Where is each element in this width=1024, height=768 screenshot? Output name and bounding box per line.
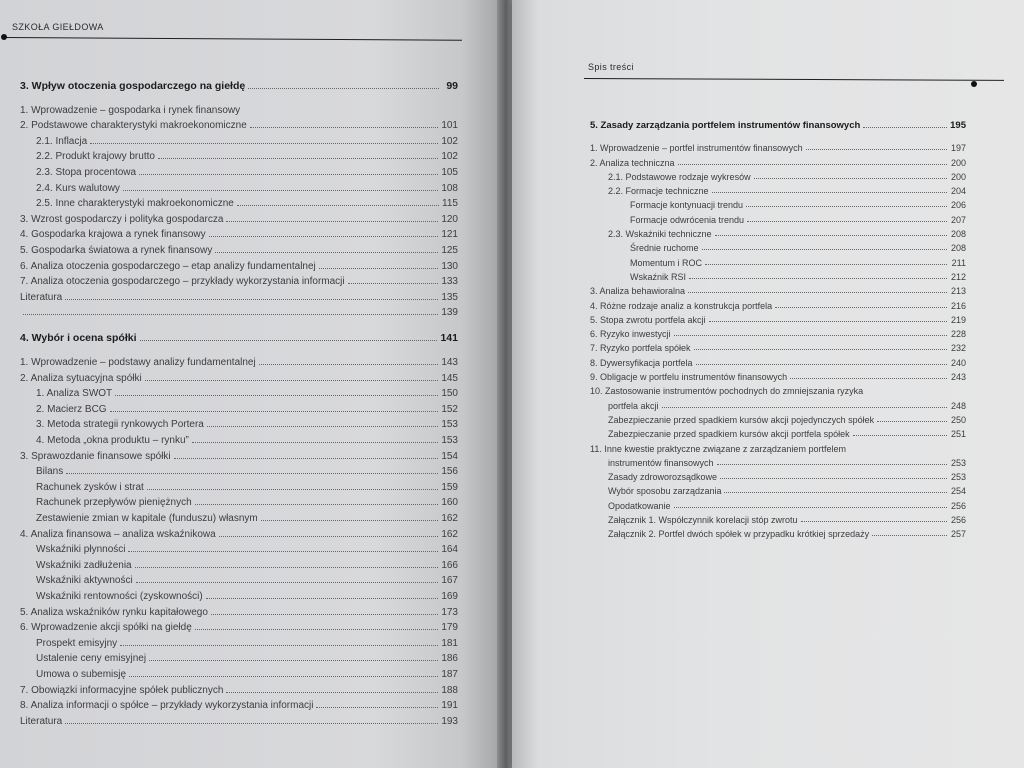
toc-page-number: 166: [441, 559, 458, 571]
toc-page-number: 156: [441, 466, 458, 478]
toc-page-number: 204: [950, 186, 966, 197]
dot-leader: [139, 174, 438, 175]
toc-entry-title: 6. Ryzyko inwestycji: [590, 329, 671, 340]
toc-entry: [590, 239, 966, 253]
toc-page-number: 200: [950, 171, 966, 182]
toc-page-number: 120: [441, 213, 458, 225]
dot-leader: [115, 395, 438, 396]
toc-entry: [20, 415, 458, 431]
toc-page-number: 206: [950, 200, 966, 211]
toc-entry-title: 8. Analiza informacji o spółce – przykłady wykorzystania informacji: [20, 700, 314, 712]
toc-entry: [20, 602, 458, 618]
toc-entry: [20, 256, 458, 272]
dot-leader: [877, 421, 947, 422]
toc-entry-title: Zasady zdroworozsądkowe: [608, 472, 718, 483]
toc-entry-title: 2.2. Formacje techniczne: [608, 186, 709, 197]
toc-entry-title: 2. Analiza techniczna: [590, 157, 675, 168]
toc-entry: [20, 272, 458, 288]
toc-entry-title: 1. Wprowadzenie – portfel instrumentów finansowych: [590, 143, 803, 154]
dot-leader: [775, 307, 947, 308]
dot-leader: [259, 364, 439, 365]
toc-entry: [590, 468, 966, 482]
toc-entry: [20, 446, 458, 462]
dot-leader: [261, 520, 439, 521]
toc-entry-title: 3. Wzrost gospodarczy i polityka gospodarcza: [20, 213, 224, 225]
dot-leader: [724, 492, 947, 493]
toc-entry: [20, 524, 458, 540]
toc-entry-title: 2.2. Produkt krajowy brutto: [36, 151, 155, 163]
toc-entry-title: Rachunek przepływów pieniężnych: [36, 497, 192, 509]
toc-entry: [20, 586, 458, 602]
toc-entry: [590, 182, 966, 196]
dot-leader: [206, 598, 439, 599]
toc-entry-title: 3. Metoda strategii rynkowych Portera: [36, 419, 204, 431]
toc-entry-title: 1. Wprowadzenie – gospodarka i rynek finansowy: [20, 104, 241, 116]
toc-page-number: 179: [441, 622, 458, 634]
toc-page-number: 162: [441, 528, 458, 540]
toc-entry: [590, 425, 966, 439]
toc-entry-title: 4. Wybór i ocena spółki: [20, 331, 137, 344]
toc-entry: [20, 178, 458, 194]
toc-entry: [20, 477, 458, 493]
toc-page-number: 208: [950, 243, 966, 254]
dot-leader: [790, 378, 947, 379]
toc-page-number: 212: [950, 271, 966, 282]
dot-leader: [702, 249, 947, 250]
toc-page-number: 153: [441, 434, 458, 446]
dot-leader: [136, 582, 439, 583]
toc-entry-title: instrumentów finansowych: [608, 457, 714, 468]
dot-leader: [120, 645, 438, 646]
dot-leader: [746, 206, 947, 207]
dot-leader: [662, 407, 947, 408]
toc-entry-title: 4. Różne rodzaje analiz a konstrukcja portfela: [590, 300, 773, 311]
toc-page-number: 191: [441, 700, 458, 712]
dot-leader: [709, 321, 947, 322]
toc-entry: [20, 131, 458, 147]
toc-page-number: 211: [951, 257, 966, 268]
dot-leader: [23, 314, 438, 315]
toc-entry-title: Umowa o subemisję: [36, 668, 127, 680]
dot-leader: [226, 221, 438, 222]
dot-leader: [66, 473, 438, 474]
toc-entry: [20, 555, 458, 571]
toc-page-number: 208: [950, 229, 966, 240]
toc-page-number: 240: [950, 357, 966, 368]
toc-entry: [590, 497, 966, 511]
dot-leader: [678, 164, 947, 165]
toc-entry-title: 5. Gospodarka światowa a rynek finansowy: [20, 244, 213, 256]
left-page: [0, 0, 498, 768]
toc-entry-title: Formacje kontynuacji trendu: [630, 200, 744, 211]
dot-leader: [65, 723, 438, 724]
toc-entry: [590, 296, 966, 310]
toc-page-number: 216: [950, 300, 966, 311]
toc-entry: [20, 384, 458, 400]
toc-entry-title: Rachunek zysków i strat: [36, 481, 144, 493]
toc-page-number: 162: [441, 512, 458, 524]
dot-leader: [250, 127, 439, 128]
dot-leader: [65, 299, 438, 300]
dot-leader: [195, 504, 439, 505]
toc-entry: [20, 462, 458, 478]
dot-leader: [872, 535, 947, 536]
toc-page-number: 154: [441, 450, 458, 462]
toc-entry: [590, 325, 966, 339]
toc-entry-title: Literatura: [20, 291, 63, 303]
dot-leader: [174, 458, 439, 459]
toc-entry: [20, 711, 458, 727]
toc-page-number: 228: [950, 329, 966, 340]
dot-leader: [192, 442, 438, 443]
toc-entry-title: Prospekt emisyjny: [36, 637, 118, 649]
header-rule-left: [4, 37, 462, 41]
dot-leader: [715, 235, 947, 236]
dot-leader: [717, 464, 947, 465]
dot-leader: [720, 478, 947, 479]
dot-leader: [145, 380, 439, 381]
toc-entry: [20, 287, 458, 303]
toc-page-number: 164: [441, 544, 458, 556]
toc-entry-title: 3. Wpływ otoczenia gospodarczego na giełdę: [20, 79, 246, 92]
toc-page-number: 253: [950, 472, 966, 483]
toc-entry: [590, 139, 966, 153]
toc-page-number: 153: [441, 419, 458, 431]
dot-leader: [158, 158, 438, 159]
dot-leader: [689, 278, 947, 279]
toc-entry: [590, 282, 966, 296]
toc-entry: [590, 482, 966, 496]
toc-entry: [20, 162, 458, 178]
toc-entry: [590, 311, 966, 325]
toc-entry-title: Załącznik 1. Współczynnik korelacji stóp zwrotu: [608, 515, 798, 526]
dot-leader: [128, 551, 438, 552]
toc-entry: [590, 396, 966, 410]
right-page: [512, 0, 1024, 768]
dot-leader: [140, 340, 438, 341]
dot-leader: [319, 268, 439, 269]
toc-chapter: [20, 76, 458, 92]
toc-entry-title: 7. Ryzyko portfela spółek: [590, 343, 691, 354]
toc-page-number: 115: [442, 198, 458, 210]
toc-page-number: 181: [441, 637, 458, 649]
toc-page-number: 160: [441, 497, 458, 509]
toc-page-number: 169: [441, 590, 458, 602]
toc-page-number: 173: [441, 606, 458, 618]
toc-entry-title: 5. Analiza wskaźników rynku kapitałowego: [20, 606, 208, 618]
toc-page-number: 188: [441, 684, 458, 696]
dot-leader: [316, 707, 438, 708]
toc-page-number: 99: [446, 79, 458, 92]
toc-entry-title: 8. Dywersyfikacja portfela: [590, 357, 693, 368]
toc-entry-title: 4. Metoda „okna produktu – rynku”: [36, 434, 189, 446]
toc-entry: [20, 352, 458, 368]
toc-entry-title: 1. Wprowadzenie – podstawy analizy fundamentalnej: [20, 356, 256, 368]
toc-entry-title: 2. Analiza sytuacyjna spółki: [20, 372, 142, 384]
toc-entry-title: 4. Gospodarka krajowa a rynek finansowy: [20, 229, 206, 241]
toc-page-number: 243: [950, 372, 966, 383]
toc-entry-title: 6. Wprowadzenie akcji spółki na giełdę: [20, 622, 192, 634]
dot-leader: [712, 192, 947, 193]
toc-entry-title: Opodatkowanie: [608, 500, 671, 511]
toc-page-number: 251: [950, 429, 966, 440]
dot-leader: [853, 435, 947, 436]
toc-entry: [590, 411, 966, 425]
toc-page-number: 207: [950, 214, 966, 225]
toc-entry-title: Wskaźniki aktywności: [36, 575, 133, 587]
toc-page-number: 256: [950, 500, 966, 511]
toc-entry: [590, 454, 966, 468]
running-head-left: SZKOŁA GIEŁDOWA: [12, 22, 104, 32]
toc-entry-title: 1. Analiza SWOT: [36, 388, 113, 400]
toc-entry-title: 9. Obligacje w portfelu instrumentów finansowych: [590, 372, 788, 383]
toc-entry: [590, 354, 966, 368]
toc-entry: [590, 196, 966, 210]
dot-leader: [237, 205, 439, 206]
toc-entry-title: Zabezpieczanie przed spadkiem kursów akcji portfela spółek: [608, 429, 850, 440]
toc-entry: [590, 525, 966, 539]
dot-leader: [226, 692, 438, 693]
toc-entry-title: Wskaźniki zadłużenia: [36, 559, 132, 571]
toc-entry-title: Momentum i ROC: [630, 257, 703, 268]
toc-page-number: 143: [441, 356, 458, 368]
toc-entry: [590, 253, 966, 267]
dot-leader: [754, 178, 947, 179]
toc-page-number: 256: [950, 515, 966, 526]
toc-entry: [590, 382, 966, 396]
toc-chapter: [590, 117, 966, 131]
toc-entry-title: Załącznik 2. Portfel dwóch spółek w przypadku krótkiej sprzedaży: [608, 529, 870, 540]
toc-page-number: 125: [441, 244, 458, 256]
toc-chapter: [20, 328, 458, 344]
dot-leader: [348, 283, 439, 284]
toc-page-number: 108: [441, 182, 458, 194]
dot-leader: [219, 536, 439, 537]
toc-entry-title: Ustalenie ceny emisyjnej: [36, 653, 147, 665]
dot-leader: [110, 411, 439, 412]
running-head-right: Spis treści: [588, 62, 634, 72]
toc-entry: [590, 168, 966, 182]
toc-page-number: 145: [441, 372, 458, 384]
toc-entry-title: 6. Analiza otoczenia gospodarczego – etap analizy fundamentalnej: [20, 260, 316, 272]
toc-entry-title: 4. Analiza finansowa – analiza wskaźnikowa: [20, 528, 216, 540]
toc-page-number: 101: [441, 120, 458, 132]
toc-entry-title: 2.3. Stopa procentowa: [36, 166, 137, 178]
toc-entry-title: 2. Macierz BCG: [36, 403, 107, 415]
dot-leader: [123, 190, 438, 191]
dot-leader: [215, 252, 438, 253]
toc-entry: [20, 100, 458, 116]
toc-page-number: 135: [441, 291, 458, 303]
toc-page-number: 213: [950, 286, 966, 297]
toc-entry: [20, 147, 458, 163]
toc-entry: [20, 194, 458, 210]
toc-entry: [20, 116, 458, 132]
dot-leader: [149, 660, 438, 661]
toc-entry-title: Literatura: [20, 715, 63, 727]
toc-right: [590, 117, 966, 547]
toc-entry: [20, 618, 458, 634]
toc-page-number: 197: [950, 143, 966, 154]
toc-entry: [20, 540, 458, 556]
book-gutter: [497, 0, 513, 768]
dot-leader: [209, 236, 439, 237]
toc-entry: [590, 211, 966, 225]
toc-entry: [20, 240, 458, 256]
toc-entry-title: Wskaźniki rentowności (zyskowności): [36, 590, 203, 602]
dot-leader: [135, 567, 439, 568]
toc-entry: [20, 571, 458, 587]
toc-page-number: 139: [441, 307, 458, 319]
toc-entry-title: 2.3. Wskaźniki techniczne: [608, 229, 712, 240]
rule-marker-left: [1, 34, 7, 40]
dot-leader: [694, 349, 947, 350]
dot-leader: [674, 335, 947, 336]
dot-leader: [195, 629, 439, 630]
toc-page-number: 130: [441, 260, 458, 272]
dot-leader: [806, 149, 947, 150]
dot-leader: [211, 614, 438, 615]
toc-entry-title: 11. Inne kwestie praktyczne związane z zarządzaniem portfelem: [590, 443, 846, 454]
toc-entry-title: 10. Zastosowanie instrumentów pochodnych do zmniejszania ryzyka: [590, 386, 864, 397]
toc-entry: [590, 439, 966, 453]
dot-leader: [801, 521, 947, 522]
toc-entry-title: Wskaźnik RSI: [630, 271, 687, 282]
toc-entry: [590, 153, 966, 167]
toc-page-number: 105: [441, 166, 458, 178]
toc-entry-title: 2.4. Kurs walutowy: [36, 182, 120, 194]
toc-entry: [20, 209, 458, 225]
dot-leader: [90, 143, 438, 144]
toc-page-number: 250: [950, 414, 966, 425]
toc-entry: [20, 225, 458, 241]
toc-page-number: 248: [950, 400, 966, 411]
toc-entry-title: Wskaźniki płynności: [36, 544, 126, 556]
toc-entry-title: Zabezpieczanie przed spadkiem kursów akcji pojedynczych spółek: [608, 414, 875, 425]
rule-marker-right: [971, 81, 977, 87]
toc-entry: [20, 649, 458, 665]
toc-left: [20, 76, 458, 726]
toc-entry-title: 7. Obowiązki informacyjne spółek publicznych: [20, 684, 224, 696]
toc-page-number: 193: [441, 715, 458, 727]
dot-leader: [248, 88, 439, 89]
toc-entry: [20, 368, 458, 384]
toc-entry-title: 2. Podstawowe charakterystyki makroekonomiczne: [20, 120, 247, 132]
toc-page-number: 187: [441, 668, 458, 680]
toc-page-number: 121: [441, 229, 458, 241]
toc-entry-title: 2.5. Inne charakterystyki makroekonomiczne: [36, 198, 234, 210]
toc-entry: [590, 268, 966, 282]
toc-entry: [590, 511, 966, 525]
dot-leader: [147, 489, 438, 490]
toc-entry-title: Wybór sposobu zarządzania: [608, 486, 722, 497]
toc-page-number: 186: [441, 653, 458, 665]
dot-leader: [696, 364, 947, 365]
toc-page-number: 159: [441, 481, 458, 493]
toc-page-number: 200: [950, 157, 966, 168]
toc-page-number: 195: [950, 120, 966, 132]
toc-entry-title: 3. Analiza behawioralna: [590, 286, 686, 297]
toc-entry: [590, 368, 966, 382]
toc-entry-title: Formacje odwrócenia trendu: [630, 214, 745, 225]
toc-entry: [20, 493, 458, 509]
dot-leader: [747, 221, 947, 222]
toc-entry-title: Średnie ruchome: [630, 243, 699, 254]
toc-entry: [20, 633, 458, 649]
toc-page-number: 254: [950, 486, 966, 497]
toc-entry-title: 2.1. Inflacja: [36, 135, 88, 147]
toc-entry: [20, 508, 458, 524]
toc-page-number: 232: [950, 343, 966, 354]
toc-entry: [20, 680, 458, 696]
toc-entry-title: 5. Stopa zwrotu portfela akcji: [590, 314, 706, 325]
dot-leader: [688, 292, 947, 293]
toc-entry-title: 3. Sprawozdanie finansowe spółki: [20, 450, 171, 462]
toc-page-number: 133: [441, 276, 458, 288]
header-rule-right: [584, 78, 1004, 81]
toc-page-number: 219: [950, 314, 966, 325]
toc-page-number: 253: [950, 457, 966, 468]
toc-page-number: 257: [950, 529, 966, 540]
toc-page-number: 141: [440, 331, 458, 344]
toc-page-number: 167: [441, 575, 458, 587]
toc-entry: [20, 430, 458, 446]
toc-entry: [20, 399, 458, 415]
toc-entry: [20, 664, 458, 680]
dot-leader: [705, 264, 947, 265]
toc-page-number: 102: [441, 135, 458, 147]
toc-entry-title: Zestawienie zmian w kapitale (funduszu) własnym: [36, 512, 258, 524]
toc-entry-title: 7. Analiza otoczenia gospodarczego – przykłady wykorzystania informacji: [20, 276, 345, 288]
toc-entry-title: portfela akcji: [608, 400, 659, 411]
dot-leader: [207, 426, 438, 427]
toc-entry: [20, 303, 458, 319]
toc-entry: [590, 339, 966, 353]
toc-page-number: 150: [441, 388, 458, 400]
dot-leader: [129, 676, 438, 677]
toc-entry-title: 2.1. Podstawowe rodzaje wykresów: [608, 171, 751, 182]
toc-entry: [20, 696, 458, 712]
dot-leader: [863, 127, 947, 128]
toc-page-number: 102: [441, 151, 458, 163]
toc-entry: [590, 225, 966, 239]
toc-page-number: 152: [441, 403, 458, 415]
dot-leader: [674, 507, 947, 508]
toc-entry-title: Bilans: [36, 466, 64, 478]
toc-entry-title: 5. Zasady zarządzania portfelem instrumentów finansowych: [590, 120, 861, 132]
